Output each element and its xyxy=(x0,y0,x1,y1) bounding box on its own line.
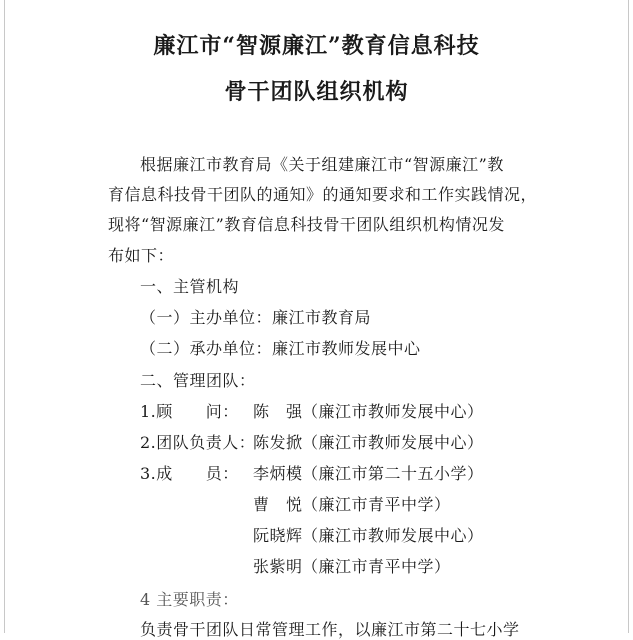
leader-org: （廉江市教师发展中心） xyxy=(302,433,484,452)
section-4-heading: 4 主要职责： xyxy=(140,590,239,609)
intro-line-3: 现将“智源廉江”教育信息科技骨干团队组织机构情况发 xyxy=(108,215,505,234)
document-title-line-1: 廉江市“智源廉江”教育信息科技 xyxy=(153,33,480,59)
organizer-unit: （二）承办单位：廉江市教师发展中心 xyxy=(140,339,421,358)
member-org: （廉江市青平中学） xyxy=(302,495,451,514)
member-org: （廉江市青平中学） xyxy=(302,557,451,576)
section-2-heading: 二、管理团队： xyxy=(140,371,256,390)
section-1-heading: 一、主管机构 xyxy=(140,277,240,296)
leader-name: 陈发掀 xyxy=(253,433,303,452)
intro-line-2: 育信息科技骨干团队的通知》的通知要求和工作实践情况， xyxy=(108,185,538,204)
member-org: （廉江市第二十五小学） xyxy=(302,464,484,483)
adviser-org: （廉江市教师发展中心） xyxy=(302,402,484,421)
members-label: 3.成 员： xyxy=(140,464,239,483)
intro-line-4: 布如下： xyxy=(108,246,175,265)
member-name: 张紫明 xyxy=(253,557,303,576)
intro-line-1: 根据廉江市教育局《关于组建廉江市“智源廉江”教 xyxy=(140,155,504,174)
section-4-text: 负责骨干团队日常管理工作，以廉江市第二十七小学 xyxy=(140,620,520,639)
adviser-label: 1.顾 问： xyxy=(140,402,239,421)
document-title-line-2: 骨干团队组织机构 xyxy=(224,79,409,105)
leader-label: 2.团队负责人： xyxy=(140,433,256,452)
adviser-name: 陈 强 xyxy=(253,402,303,421)
member-name: 曹 悦 xyxy=(253,495,303,514)
host-unit: （一）主办单位：廉江市教育局 xyxy=(140,308,372,327)
member-org: （廉江市教师发展中心） xyxy=(302,526,484,545)
member-name: 李炳模 xyxy=(253,464,303,483)
member-name: 阮晓辉 xyxy=(253,526,303,545)
